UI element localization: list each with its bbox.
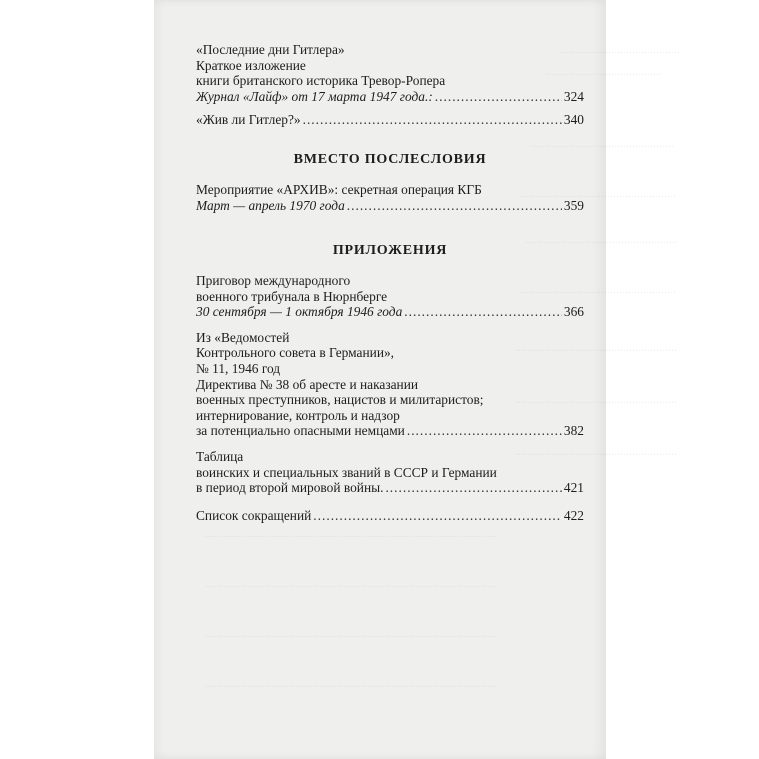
page-number: 359 (563, 197, 584, 213)
dot-leader (385, 480, 561, 496)
entry-line: Таблица (196, 448, 244, 464)
toc-section-afterword (196, 182, 584, 213)
entry-source: Март — апрель 1970 года (196, 197, 345, 213)
page-number: 422 (563, 507, 584, 523)
dot-leader (303, 112, 562, 128)
entry-line: военного трибунала в Нюрнберге (196, 288, 388, 304)
entry-source: 30 сентября — 1 октября 1946 года (196, 304, 403, 320)
page-number: 366 (563, 304, 584, 320)
table-of-contents (196, 42, 584, 128)
page-number: 421 (563, 480, 584, 496)
entry-line: воинских и специальных званий в СССР и Германии (196, 464, 497, 480)
entry-line: в период второй мировой войны. (196, 480, 384, 496)
page-number: 324 (563, 88, 584, 104)
entry-line: книги британского историка Тревор-Ропера (196, 73, 446, 89)
toc-entry-control-council[interactable] (196, 330, 584, 439)
entry-source: Журнал «Лайф» от 17 марта 1947 года.: (196, 88, 433, 104)
section-heading-appendices: ПРИЛОЖЕНИЯ (332, 243, 448, 258)
entry-line: Контрольного совета в Германии», (196, 345, 395, 361)
entry-line: интернирование, контроль и надзор (196, 407, 400, 423)
page-number: 382 (563, 423, 584, 439)
toc-entry-last-days[interactable] (196, 42, 584, 104)
entry-title: Список сокращений (196, 507, 312, 523)
toc-entry-abbreviations[interactable] (196, 508, 584, 524)
dot-leader (435, 89, 562, 105)
dot-leader (313, 508, 562, 524)
toc-entry-nuremberg-verdict[interactable] (196, 273, 584, 320)
section-heading-afterword: ВМЕСТО ПОСЛЕСЛОВИЯ (293, 152, 487, 167)
toc-entry-archive[interactable] (196, 182, 584, 213)
entry-line: Приговор международного (196, 273, 351, 288)
toc-entry-is-hitler-alive[interactable] (196, 112, 584, 128)
entry-line: Краткое изложение (196, 57, 306, 73)
page-number: 340 (563, 112, 584, 128)
entry-line: Из «Ведомостей (196, 329, 290, 345)
entry-line: военных преступников, нацистов и милитаристов; (196, 392, 484, 408)
entry-line: № 11, 1946 год (196, 360, 281, 376)
toc-entry-ranks-table[interactable] (196, 449, 584, 496)
dot-leader (347, 198, 562, 214)
entry-line: за потенциально опасными немцами (196, 423, 405, 439)
toc-section-appendices (196, 273, 584, 523)
entry-line: Директива № 38 об аресте и наказании (196, 376, 419, 392)
dot-leader (404, 304, 562, 320)
entry-title: «Жив ли Гитлер?» (196, 112, 301, 128)
entry-title: Мероприятие «АРХИВ»: секретная операция КГБ (196, 182, 482, 197)
dot-leader (407, 423, 562, 439)
entry-title: «Последние дни Гитлера» (196, 42, 345, 57)
